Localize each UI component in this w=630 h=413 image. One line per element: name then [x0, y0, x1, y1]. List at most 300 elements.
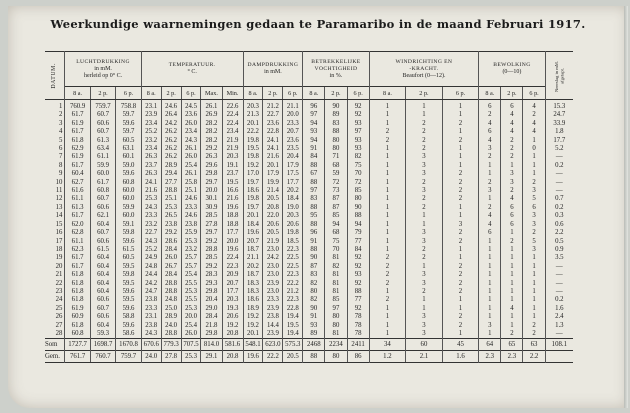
- value-cell: 59.6: [116, 120, 141, 128]
- sum-value-cell: 2411: [347, 339, 369, 351]
- sum-value-cell: 548.1: [243, 339, 263, 351]
- table-row: [45, 120, 573, 128]
- gem-value-cell: 761.7: [65, 351, 90, 363]
- header-vocht-line2: VOCHTIGHEID: [314, 65, 358, 72]
- value-cell: 61.8: [65, 280, 90, 288]
- value-cell: 26.2: [161, 145, 181, 153]
- value-cell: 25.2: [141, 246, 161, 254]
- value-cell: 1: [442, 153, 479, 161]
- value-cell: 28.2: [201, 137, 222, 145]
- value-cell: 90: [303, 305, 325, 313]
- value-cell: 1: [523, 263, 545, 271]
- value-cell: 22.3: [283, 246, 303, 254]
- value-cell: 26.2: [161, 153, 181, 161]
- value-cell: 1: [406, 296, 443, 304]
- value-cell: 2: [523, 330, 545, 339]
- value-cell: 26.1: [181, 170, 201, 178]
- day-cell: 8: [59, 161, 63, 169]
- gem-value-cell: 88: [303, 351, 325, 363]
- value-cell: 24.3: [141, 204, 161, 212]
- value-cell: 19.8: [243, 153, 263, 161]
- value-cell: 1: [523, 296, 545, 304]
- value-cell: 17.9: [263, 170, 283, 178]
- value-cell: 60.7: [90, 229, 115, 237]
- book-binding: [624, 6, 628, 408]
- value-cell: 83: [303, 271, 325, 279]
- value-cell: 1: [369, 229, 406, 237]
- value-cell: 29.8: [201, 288, 222, 296]
- value-cell: 22.4: [222, 120, 243, 128]
- value-cell: 0.3: [545, 212, 573, 220]
- value-cell: 60.0: [116, 187, 141, 195]
- value-cell: 94: [325, 221, 347, 229]
- value-cell: 2: [501, 145, 523, 153]
- sub-header-cell: 6 p.: [283, 87, 303, 100]
- value-cell: 73: [325, 187, 347, 195]
- value-cell: 1: [369, 330, 406, 339]
- value-cell: 95: [303, 212, 325, 220]
- header-vochtigheid: [303, 52, 369, 87]
- value-cell: 1: [479, 271, 501, 279]
- value-cell: 23.4: [141, 145, 161, 153]
- value-cell: 1: [442, 212, 479, 220]
- value-cell: 24.2: [161, 120, 181, 128]
- header-vocht-line3: in %.: [329, 72, 343, 79]
- sub-header-cell: 2 p.: [263, 87, 283, 100]
- day-cell: 21: [55, 271, 63, 279]
- gem-label: Gem.: [45, 351, 65, 363]
- value-cell: 61.7: [65, 254, 90, 262]
- value-cell: 24.1: [263, 137, 283, 145]
- value-cell: 1: [442, 254, 479, 262]
- value-cell: 24.6: [181, 212, 201, 220]
- value-cell: 20.7: [243, 238, 263, 246]
- value-cell: 2: [442, 170, 479, 178]
- value-cell: 59.0: [116, 162, 141, 170]
- value-cell: 3: [406, 313, 443, 321]
- value-cell: 18.3: [243, 288, 263, 296]
- value-cell: 0.5: [545, 238, 573, 246]
- sum-value-cell: 64: [479, 339, 501, 351]
- value-cell: 22.5: [283, 263, 303, 271]
- day-cell: 14: [55, 212, 63, 220]
- header-temp-line2: ° C.: [187, 69, 197, 75]
- value-cell: 81: [325, 280, 347, 288]
- header-neerslag-label: Neerslag in mM. afgetapt.: [553, 60, 565, 92]
- value-cell: 19.4: [283, 313, 303, 321]
- day-cell: 7: [59, 153, 63, 161]
- value-cell: 3: [406, 187, 443, 195]
- value-cell: 60.6: [90, 204, 115, 212]
- value-cell: 25.7: [181, 263, 201, 271]
- sum-value-cell: 1670.8: [116, 339, 141, 351]
- value-cell: 23.8: [141, 296, 161, 304]
- gem-value-cell: 759.7: [116, 351, 141, 363]
- value-cell: 24.1: [263, 145, 283, 153]
- value-cell: 6: [479, 100, 501, 112]
- value-cell: 62.9: [65, 145, 90, 153]
- gem-value-cell: [545, 351, 573, 363]
- day-cell: 24: [55, 296, 63, 304]
- value-cell: 2: [406, 246, 443, 254]
- value-cell: 60.9: [65, 313, 90, 321]
- value-cell: 20.3: [222, 296, 243, 304]
- value-cell: 4: [523, 128, 545, 136]
- sub-header-cell: 2 p.: [161, 87, 181, 100]
- value-cell: 23.4: [181, 128, 201, 136]
- value-cell: 28.2: [201, 120, 222, 128]
- value-cell: 18.6: [243, 296, 263, 304]
- value-cell: 20.0: [181, 313, 201, 321]
- day-cell: 28: [55, 329, 63, 337]
- value-cell: 2: [523, 179, 545, 187]
- value-cell: 26.1: [201, 100, 222, 112]
- value-cell: 29.0: [201, 305, 222, 313]
- group-header-row: [45, 52, 573, 87]
- value-cell: 0.6: [545, 221, 573, 229]
- header-bewolking: [479, 52, 545, 87]
- value-cell: 24.0: [161, 322, 181, 330]
- table-row: [45, 137, 573, 145]
- value-cell: 22.7: [263, 111, 283, 119]
- value-cell: 25.3: [141, 195, 161, 203]
- value-cell: 75: [347, 162, 369, 170]
- value-cell: 25.1: [181, 187, 201, 195]
- value-cell: —: [545, 271, 573, 279]
- value-cell: 28.5: [201, 212, 222, 220]
- value-cell: 20.9: [222, 271, 243, 279]
- sub-header-cell: Min.: [222, 87, 243, 100]
- value-cell: 85: [325, 296, 347, 304]
- value-cell: —: [545, 170, 573, 178]
- value-cell: 23.8: [181, 221, 201, 229]
- value-cell: 19.7: [243, 179, 263, 187]
- day-cell: 1: [59, 103, 63, 110]
- value-cell: 3: [479, 145, 501, 153]
- value-cell: 19.3: [222, 305, 243, 313]
- value-cell: 19.7: [243, 204, 263, 212]
- value-cell: 1: [523, 153, 545, 161]
- value-cell: 84: [347, 246, 369, 254]
- value-cell: 67: [303, 170, 325, 178]
- value-cell: 72: [325, 179, 347, 187]
- value-cell: 58.8: [116, 313, 141, 321]
- value-cell: 2: [406, 120, 443, 128]
- sum-value-cell: 707.5: [181, 339, 201, 351]
- value-cell: 1: [501, 296, 523, 304]
- value-cell: 2: [369, 254, 406, 262]
- value-cell: 61.1: [65, 195, 90, 203]
- value-cell: 1: [369, 179, 406, 187]
- value-cell: 1: [442, 162, 479, 170]
- value-cell: 26.3: [141, 170, 161, 178]
- value-cell: 20.2: [243, 263, 263, 271]
- header-datum: [45, 52, 65, 100]
- table-row: [45, 271, 573, 279]
- value-cell: 26.3: [141, 153, 161, 161]
- value-cell: 17.9: [283, 162, 303, 170]
- value-cell: 29.3: [201, 280, 222, 288]
- value-cell: 25.3: [161, 204, 181, 212]
- value-cell: 91: [303, 313, 325, 321]
- value-cell: 1: [501, 280, 523, 288]
- value-cell: 23.8: [141, 322, 161, 330]
- value-cell: 20.0: [283, 111, 303, 119]
- value-cell: 24.5: [181, 100, 201, 112]
- value-cell: 1: [442, 128, 479, 136]
- value-cell: 97: [325, 305, 347, 313]
- value-cell: 3: [406, 153, 443, 161]
- value-cell: 80: [325, 322, 347, 330]
- value-cell: 91: [303, 238, 325, 246]
- value-cell: 61.7: [65, 162, 90, 170]
- value-cell: 19.5: [283, 322, 303, 330]
- sub-header-cell: 2 p.: [501, 87, 523, 100]
- table-row: [45, 330, 573, 339]
- value-cell: 17.7: [222, 229, 243, 237]
- value-cell: 2: [369, 296, 406, 304]
- day-cell: 17: [55, 237, 63, 245]
- table-row: [45, 153, 573, 161]
- value-cell: 61.9: [65, 153, 90, 161]
- header-temperatuur: [141, 52, 243, 87]
- value-cell: 60.7: [90, 111, 115, 119]
- value-cell: 3: [523, 212, 545, 220]
- value-cell: 22.2: [283, 280, 303, 288]
- value-cell: 1: [406, 263, 443, 271]
- value-cell: 22.8: [263, 128, 283, 136]
- value-cell: 18.9: [243, 305, 263, 313]
- value-cell: 25.4: [181, 322, 201, 330]
- value-cell: 2: [442, 280, 479, 288]
- table-row: [45, 263, 573, 271]
- gem-value-cell: 20.8: [222, 351, 243, 363]
- value-cell: 59.1: [116, 221, 141, 229]
- value-cell: 59.5: [116, 296, 141, 304]
- value-cell: 1: [442, 111, 479, 119]
- day-cell: 23: [55, 287, 63, 295]
- value-cell: 4: [523, 120, 545, 128]
- sub-header-cell: 8 a.: [369, 87, 406, 100]
- value-cell: —: [545, 153, 573, 161]
- day-cell: 16: [55, 229, 63, 237]
- day-cell: 20: [55, 262, 63, 270]
- value-cell: 93: [347, 145, 369, 153]
- value-cell: 29.6: [201, 162, 222, 170]
- value-cell: 2: [501, 137, 523, 145]
- value-cell: 2.2: [545, 229, 573, 237]
- table-row: [45, 195, 573, 203]
- value-cell: 2: [442, 137, 479, 145]
- value-cell: 77: [347, 296, 369, 304]
- value-cell: 81: [325, 330, 347, 339]
- value-cell: 21.1: [243, 254, 263, 262]
- value-cell: 90: [325, 100, 347, 112]
- value-cell: 1: [501, 288, 523, 296]
- value-cell: 24.2: [263, 254, 283, 262]
- value-cell: —: [545, 280, 573, 288]
- value-cell: 22.7: [141, 229, 161, 237]
- day-cell: 12: [55, 195, 63, 203]
- value-cell: 25.1: [161, 195, 181, 203]
- value-cell: 26.1: [181, 145, 201, 153]
- value-cell: 58.6: [116, 330, 141, 339]
- value-cell: 93: [347, 120, 369, 128]
- value-cell: 23.3: [141, 212, 161, 220]
- value-cell: 21.9: [263, 238, 283, 246]
- value-cell: 29.8: [201, 170, 222, 178]
- value-cell: 19.6: [222, 246, 243, 254]
- day-cell: 11: [55, 187, 63, 195]
- value-cell: 22.6: [222, 100, 243, 112]
- value-cell: 63.1: [116, 145, 141, 153]
- value-cell: 20.4: [201, 296, 222, 304]
- value-cell: 61.1: [65, 238, 90, 246]
- value-cell: 94: [347, 221, 369, 229]
- value-cell: 60.8: [90, 187, 115, 195]
- value-cell: 1: [479, 305, 501, 313]
- value-cell: 20.0: [201, 187, 222, 195]
- value-cell: 1: [479, 162, 501, 170]
- value-cell: 5: [523, 238, 545, 246]
- value-cell: 2: [501, 153, 523, 161]
- sum-value-cell: 63: [523, 339, 545, 351]
- value-cell: 27.8: [201, 221, 222, 229]
- sub-header-row: [45, 87, 573, 100]
- value-cell: 60.0: [116, 212, 141, 220]
- value-cell: 92: [347, 111, 369, 119]
- value-cell: 62.1: [90, 212, 115, 220]
- value-cell: 1: [523, 288, 545, 296]
- value-cell: —: [545, 179, 573, 187]
- sub-header-cell: 8 a.: [479, 87, 501, 100]
- value-cell: 3: [406, 229, 443, 237]
- value-cell: 30.9: [201, 204, 222, 212]
- value-cell: 3: [406, 280, 443, 288]
- value-cell: 19.0: [283, 204, 303, 212]
- value-cell: 5: [523, 195, 545, 203]
- value-cell: 26.3: [201, 153, 222, 161]
- value-cell: 17.5: [283, 170, 303, 178]
- weather-table: [45, 51, 573, 363]
- value-cell: 24.9: [141, 254, 161, 262]
- table-row: [45, 145, 573, 153]
- value-cell: 16.6: [222, 187, 243, 195]
- table-row: [45, 111, 573, 119]
- value-cell: 20.4: [283, 153, 303, 161]
- value-cell: 24.3: [141, 238, 161, 246]
- value-cell: 1: [442, 296, 479, 304]
- day-cell: 5: [59, 136, 63, 144]
- value-cell: 2: [442, 313, 479, 321]
- value-cell: 28.4: [161, 246, 181, 254]
- value-cell: 2: [369, 128, 406, 136]
- value-cell: 18.3: [243, 280, 263, 288]
- day-cell: 19: [55, 254, 63, 262]
- value-cell: 6: [501, 100, 523, 112]
- value-cell: 23.9: [263, 305, 283, 313]
- header-wind-line1: WINDRICHTING EN: [395, 58, 453, 65]
- table-row: [45, 313, 573, 321]
- value-cell: 3: [479, 187, 501, 195]
- day-cell: 15: [55, 220, 63, 228]
- value-cell: 1: [479, 246, 501, 254]
- value-cell: 29.2: [161, 229, 181, 237]
- value-cell: 2: [479, 204, 501, 212]
- value-cell: 3: [442, 221, 479, 229]
- value-cell: 63.4: [90, 145, 115, 153]
- value-cell: 21.6: [263, 153, 283, 161]
- value-cell: 2: [501, 238, 523, 246]
- value-cell: 20.6: [263, 221, 283, 229]
- header-damp-line2: in mM.: [264, 69, 282, 75]
- value-cell: 2: [369, 263, 406, 271]
- value-cell: 25.4: [181, 162, 201, 170]
- value-cell: 1: [523, 313, 545, 321]
- value-cell: 1: [369, 221, 406, 229]
- value-cell: 90: [303, 254, 325, 262]
- value-cell: 96: [303, 100, 325, 112]
- value-cell: 28.9: [161, 162, 181, 170]
- value-cell: 1: [369, 170, 406, 178]
- sum-value-cell: 45: [442, 339, 479, 351]
- value-cell: 28.8: [161, 280, 181, 288]
- value-cell: 59.6: [116, 322, 141, 330]
- value-cell: 60.7: [90, 128, 115, 136]
- value-cell: 60.0: [90, 170, 115, 178]
- value-cell: 23.4: [141, 120, 161, 128]
- gem-value-cell: 24.0: [141, 351, 161, 363]
- value-cell: 1: [369, 305, 406, 313]
- value-cell: 21.9: [222, 137, 243, 145]
- value-cell: 4: [501, 120, 523, 128]
- value-cell: 1: [501, 313, 523, 321]
- value-cell: 2: [442, 271, 479, 279]
- value-cell: 1: [406, 212, 443, 220]
- value-cell: 62.0: [65, 221, 90, 229]
- value-cell: 94: [303, 137, 325, 145]
- value-cell: 23.7: [222, 170, 243, 178]
- value-cell: 1: [369, 195, 406, 203]
- value-cell: 1: [369, 288, 406, 296]
- value-cell: 78: [347, 330, 369, 339]
- value-cell: 92: [347, 263, 369, 271]
- value-cell: 59.7: [116, 128, 141, 136]
- value-cell: 2: [442, 195, 479, 203]
- table-row: [45, 221, 573, 229]
- value-cell: 23.9: [263, 330, 283, 339]
- value-cell: 20.8: [263, 204, 283, 212]
- value-cell: 19.2: [243, 322, 263, 330]
- value-cell: 4: [479, 221, 501, 229]
- table-row: [45, 238, 573, 246]
- value-cell: 6: [501, 212, 523, 220]
- value-cell: 92: [347, 305, 369, 313]
- value-cell: 26.0: [161, 254, 181, 262]
- value-cell: 3: [523, 221, 545, 229]
- value-cell: 61.8: [65, 322, 90, 330]
- value-cell: 1: [479, 170, 501, 178]
- sub-header-cell: 2 p.: [90, 87, 115, 100]
- value-cell: 92: [347, 280, 369, 288]
- value-cell: 6: [501, 221, 523, 229]
- value-cell: 61.7: [65, 212, 90, 220]
- value-cell: 88: [325, 128, 347, 136]
- value-cell: 61.7: [90, 179, 115, 187]
- value-cell: 18.7: [243, 246, 263, 254]
- value-cell: 92: [347, 254, 369, 262]
- header-bew-line1: BEWOLKING: [493, 62, 531, 68]
